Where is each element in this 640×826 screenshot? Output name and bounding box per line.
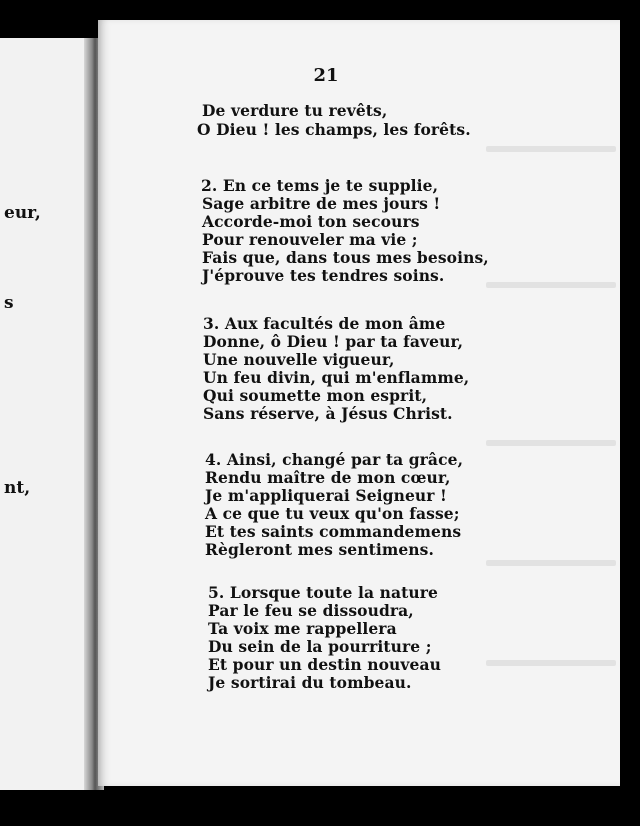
verse-line: J'éprouve tes tendres soins. (202, 266, 445, 285)
verse-line: O Dieu ! les champs, les forêts. (197, 120, 471, 139)
left-page-fragment: nt, (4, 478, 31, 498)
verse-line: Un feu divin, qui m'enflamme, (203, 368, 470, 387)
bleed-through-mark (486, 440, 616, 446)
bleed-through-mark (486, 560, 616, 566)
verse-line: Et tes saints commandemens (205, 522, 462, 541)
verse-line: Rendu maître de mon cœur, (205, 468, 451, 487)
bleed-through-mark (486, 660, 616, 666)
verse-line: Et pour un destin nouveau (208, 655, 442, 674)
verse-line: De verdure tu revêts, (202, 101, 388, 120)
verse-line: 2. En ce tems je te supplie, (201, 176, 439, 195)
verse-line: 5. Lorsque toute la nature (208, 583, 438, 602)
verse-line: 4. Ainsi, changé par ta grâce, (205, 450, 464, 469)
left-page-fragment: eur, (4, 203, 41, 223)
left-page-fragment: s (4, 293, 14, 313)
verse-line: Ta voix me rappellera (208, 619, 397, 638)
verse-line: A ce que tu veux qu'on fasse; (205, 504, 460, 523)
bleed-through-mark (486, 146, 616, 152)
verse-line: Donne, ô Dieu ! par ta faveur, (203, 332, 464, 351)
verse-line: Je sortirai du tombeau. (208, 673, 412, 692)
verse-line: Une nouvelle vigueur, (203, 350, 395, 369)
verse-line: Règleront mes sentimens. (205, 540, 435, 559)
verse-line: Par le feu se dissoudra, (208, 601, 414, 620)
bleed-through-mark (486, 282, 616, 288)
verse-line: Pour renouveler ma vie ; (202, 230, 418, 249)
verse-line: Sage arbitre de mes jours ! (202, 194, 441, 213)
verse-line: Qui soumette mon esprit, (203, 386, 428, 405)
verse-line: 3. Aux facultés de mon âme (203, 314, 446, 333)
verse-line: Je m'appliquerai Seigneur ! (205, 486, 447, 505)
verse-line: Du sein de la pourriture ; (208, 637, 432, 656)
page-number: 21 (313, 65, 339, 86)
verse-line: Sans réserve, à Jésus Christ. (203, 404, 453, 423)
verse-line: Fais que, dans tous mes besoins, (202, 248, 489, 267)
right-page (98, 20, 620, 786)
verse-line: Accorde-moi ton secours (202, 212, 420, 231)
